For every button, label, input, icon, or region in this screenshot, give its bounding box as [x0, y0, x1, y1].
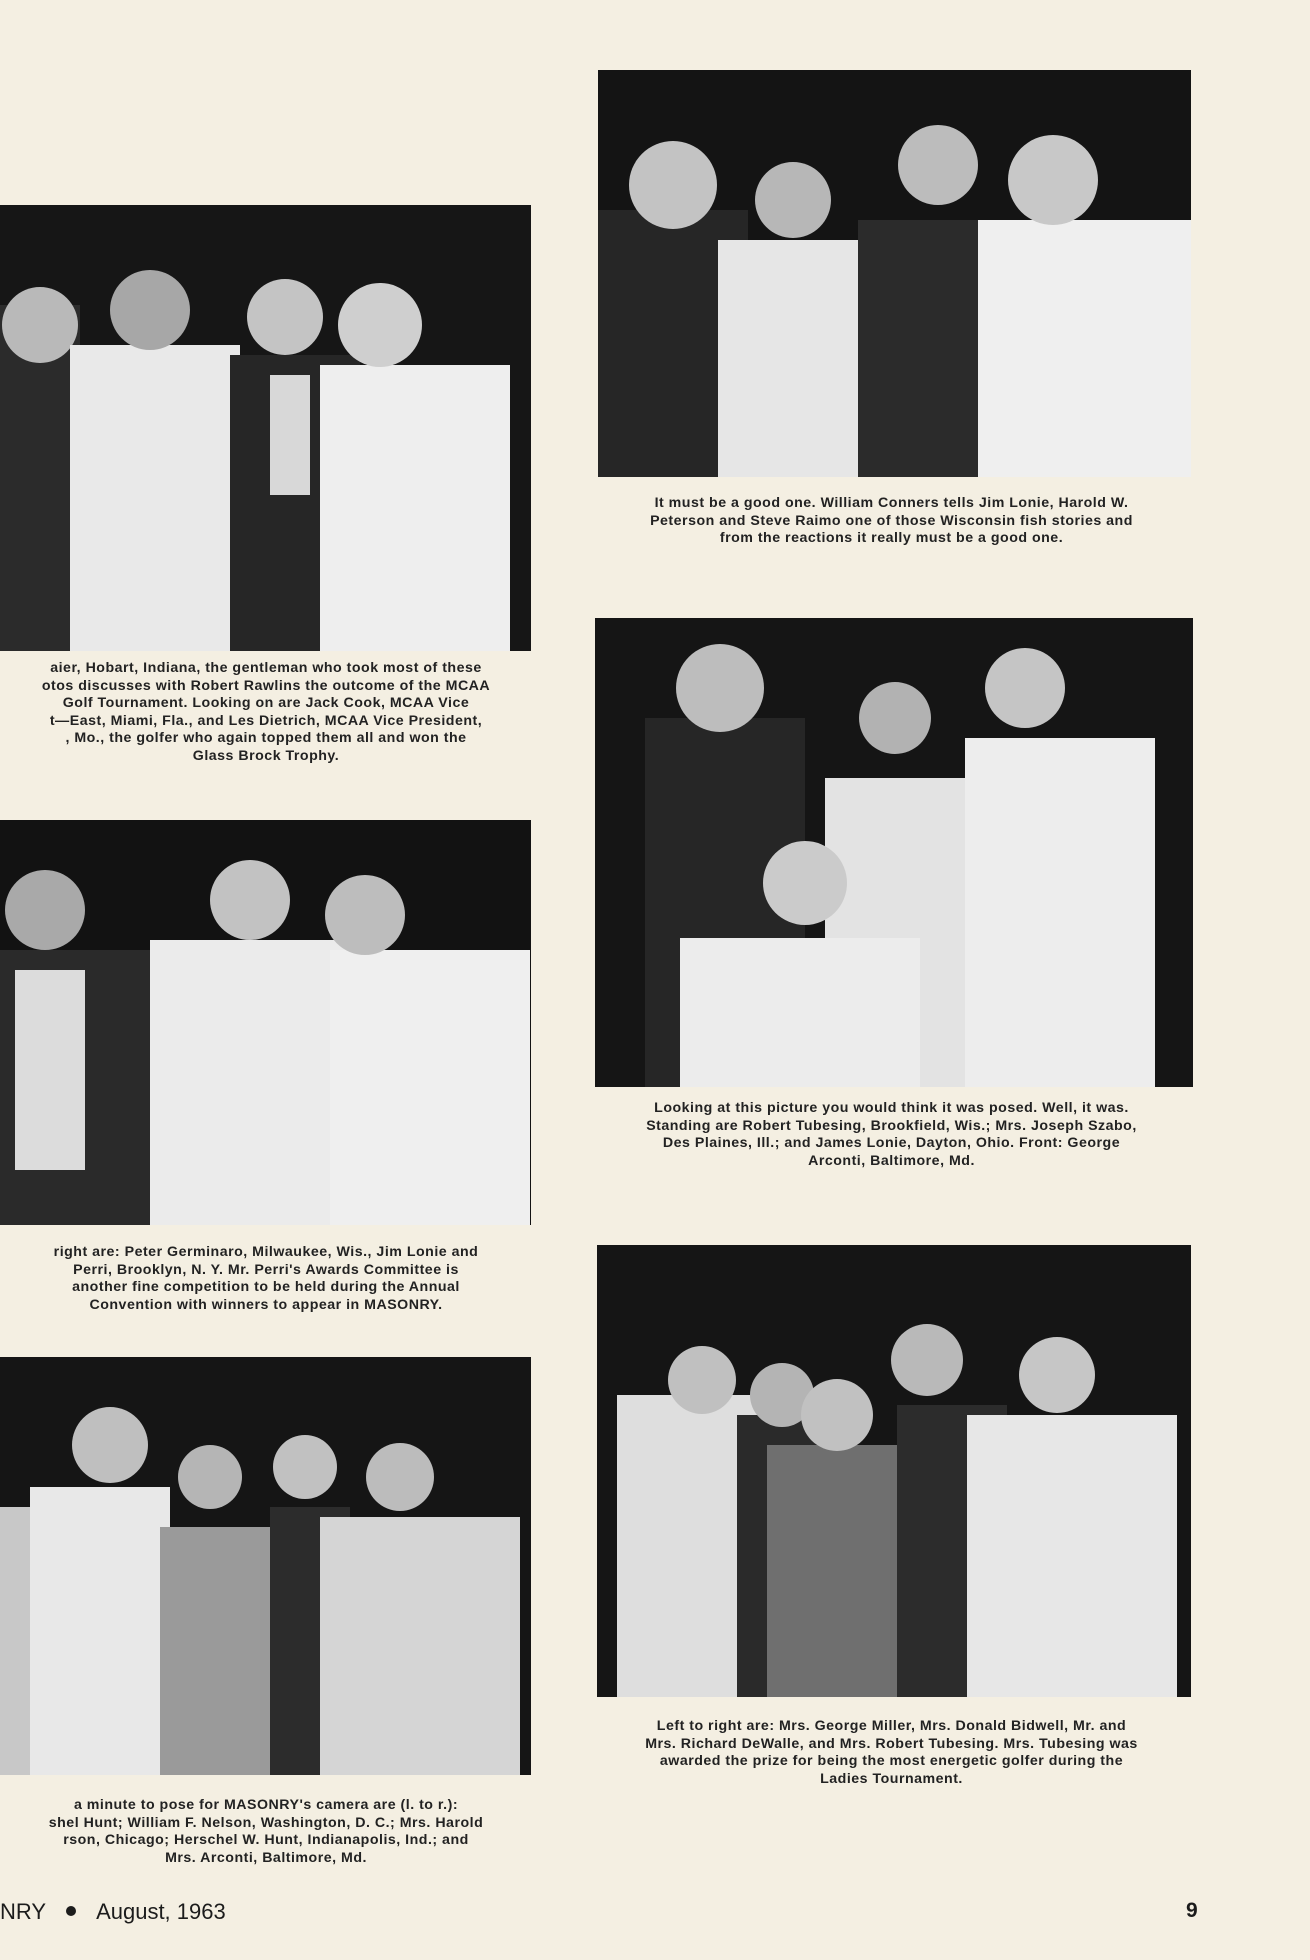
caption-right-2: Looking at this picture you would think it was posed. Well, it was. Standing are Robert Tubesing, Brookfield, Wis.; Mrs. Joseph Szabo, Des Plaines, Ill.; and James Lonie, Dayton, Ohio. Front: George Arconti, Baltimore, Md.: [646, 1100, 1137, 1169]
photo-right-2: [595, 618, 1193, 1087]
photo-left-3: [0, 1357, 531, 1775]
photo-left-2: [0, 820, 531, 1225]
caption-right-3: Left to right are: Mrs. George Miller, Mrs. Donald Bidwell, Mr. and Mrs. Richard DeWalle, and Mrs. Robert Tubesing. Mrs. Tubesing was awarded the prize for being the most energetic golfer during the Ladies Tournament.: [645, 1718, 1138, 1787]
photo-left-1: [0, 205, 531, 651]
page-number: 9: [1186, 1899, 1198, 1922]
photo-right-3: [597, 1245, 1191, 1697]
caption-left-1: aier, Hobart, Indiana, the gentleman who took most of these otos discusses with Robert Rawlins the outcome of the MCAA Golf Tournament. Looking on are Jack Cook, MCAA Vice t—East, Miami, Fla., and Les Dietrich, MCAA Vice President, , Mo., the golfer who again topped them all and won the Glass Brock Trophy.: [41, 660, 491, 764]
footer-date: August, 1963: [96, 1899, 226, 1924]
footer-magazine-name: NRY: [0, 1899, 47, 1924]
caption-left-2: right are: Peter Germinaro, Milwaukee, Wis., Jim Lonie and Perri, Brooklyn, N. Y. Mr. Perri's Awards Committee is another fine competition to be held during the Annual Convention with winners to appear in MASONRY.: [53, 1244, 479, 1313]
footer: [0, 1899, 226, 1925]
footer-bullet-icon: [66, 1906, 76, 1916]
caption-left-3: a minute to pose for MASONRY's camera are (l. to r.): shel Hunt; William F. Nelson, Washington, D. C.; Mrs. Harold rson, Chicago; Herschel W. Hunt, Indianapolis, Ind.; and Mrs. Arconti, Baltimore, Md.: [48, 1797, 484, 1866]
photo-right-1: [598, 70, 1191, 477]
caption-right-1: It must be a good one. William Conners tells Jim Lonie, Harold W. Peterson and Steve Raimo one of those Wisconsin fish stories and from the reactions it really must be a good one.: [650, 495, 1133, 546]
